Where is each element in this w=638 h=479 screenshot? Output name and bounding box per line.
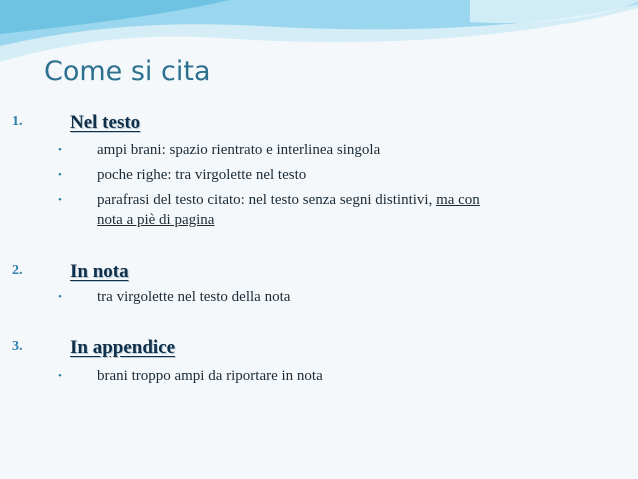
bullet-text-underlined: nota a piè di pagina [97, 212, 215, 228]
section-heading: Nel testo [70, 112, 141, 133]
section-heading: In appendice [70, 337, 176, 358]
bullet-icon: • [58, 144, 62, 156]
bullet-icon: • [58, 291, 62, 303]
bullet-icon: • [58, 194, 62, 206]
bullet-icon: • [58, 169, 62, 181]
section-heading: In nota [70, 261, 129, 282]
bullet-text-underlined: ma con [436, 192, 480, 208]
section-number: 2. [12, 263, 23, 278]
bullet-icon: • [58, 370, 62, 382]
section-number: 3. [12, 339, 23, 354]
bullet-text: tra virgolette nel testo della nota [97, 289, 291, 305]
bullet-text: poche righe: tra virgolette nel testo [97, 167, 307, 183]
slide-title: Come si cita [44, 56, 211, 87]
bullet-text: ampi brani: spazio rientrato e interlinea singola [97, 142, 381, 158]
bullet-text [97, 190, 597, 230]
section-number: 1. [12, 114, 23, 129]
bullet-text-plain: parafrasi del testo citato: nel testo senza segni distintivi, [97, 192, 437, 208]
bullet-text: brani troppo ampi da riportare in nota [97, 368, 323, 384]
